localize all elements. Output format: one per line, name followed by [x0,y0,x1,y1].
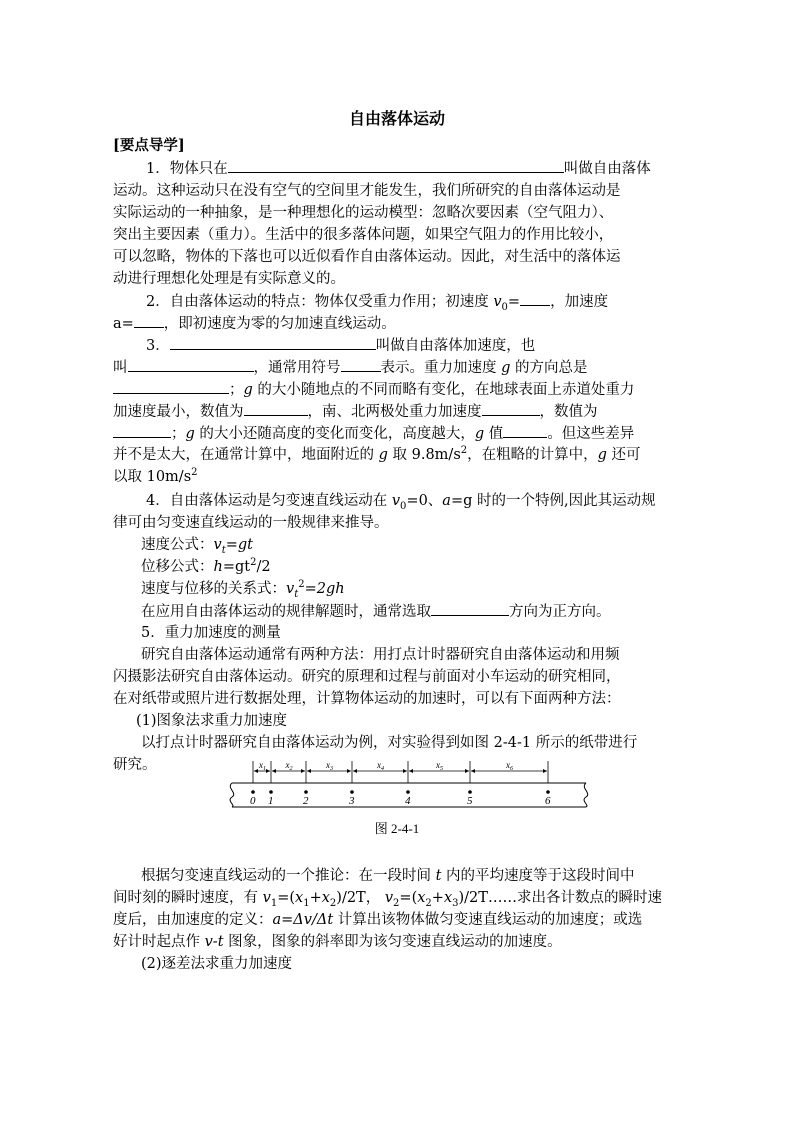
symbol-v: v [262,890,271,906]
p4-line1 [146,491,656,511]
subscript: t [294,588,299,600]
text: ，加速度 [550,294,609,310]
point-label: 1 [268,795,274,807]
text: 4．自由落体运动是匀变速直线运动在 [146,493,392,509]
count-point [251,790,255,794]
p3-line6 [113,445,641,465]
text: 叫做自由落体加速度，也 [375,338,536,354]
fill-blank [431,601,509,616]
symbol-x: x [443,890,453,906]
text: =g 时的一个特例,因此其运动规 [450,493,656,509]
fill-blank [244,401,308,416]
p3-line7 [113,467,198,487]
subscript: 1 [270,897,278,909]
symbol-t: t [435,868,442,884]
point-label: 3 [349,795,355,807]
text: =gt [222,559,251,575]
arrow-head [254,769,258,773]
text: 叫 [113,360,128,376]
fill-blank [134,313,164,328]
subscript: 0 [501,301,508,313]
p1-line1 [146,158,651,179]
text: 的方向总是 [510,360,588,376]
p3-line5 [113,423,634,444]
arrow-head [465,769,469,773]
text: 内的平均速度等于这段时间中 [441,868,635,884]
text: + [431,890,444,906]
text: 。但这些差异 [547,426,635,442]
formula: v-t [204,934,224,950]
page-title: 自由落体运动 [348,109,445,128]
segment-label: $x_3$ [326,760,333,772]
text: ，南、北两极处重力加速度 [307,404,482,420]
superscript: 2 [191,467,198,479]
fill-blank [113,423,171,438]
count-point [350,790,354,794]
p3-line2 [113,357,588,378]
method2-heading: (2)逐差法求重力加速度 [141,956,293,972]
segment-label: $x_2$ [285,760,293,772]
p5-heading: 5．重力加速度的测量 [141,625,281,641]
text: 值 [484,426,504,442]
text: )/2T， [336,890,385,906]
superscript: 2 [298,579,305,591]
fill-blank [128,357,254,372]
text: 在应用自由落体运动的规律解题时，通常选取 [141,604,431,620]
text: 根据匀变速直线运动的一个推论：在一段时间 [141,868,436,884]
symbol-h: h [213,559,223,575]
p3-line3 [113,379,634,400]
text: 叫做自由落体 [563,161,651,177]
text: ，在粗略的计算中， [467,447,598,463]
subscript: 2 [425,897,432,909]
text: =( [277,890,295,906]
section-heading: [要点导学] [113,137,185,154]
text: =gt [225,537,253,553]
text: 计算出该物体做匀变速直线运动的加速度；或选 [333,912,643,928]
symbol-v: v [286,581,295,597]
text: 的大小还随高度的变化而变化，高度越大， [194,426,475,442]
text: 间时刻的瞬时速度，有 [113,890,263,906]
text: 速度公式： [141,537,214,553]
text: )/2T……求出各计数点的瞬时速 [458,890,662,906]
superscript: 2 [250,557,257,569]
symbol-g: g [378,447,388,463]
point-label: 2 [303,795,309,807]
subscript: 0 [400,500,407,512]
fill-blank [228,158,564,173]
point-label: 0 [250,795,256,807]
text: =( [399,890,418,906]
text: 好计时起点作 [113,934,205,950]
text: ； [171,426,186,442]
text: + [309,890,322,906]
arrow-head [266,769,270,773]
p4-line2: 律可由匀变速直线运动的一般规律来推导。 [113,515,389,531]
p1-line2: 运动。这种运动只在没有空气的空间里才能发生，我们所研究的自由落体运动是 [113,183,621,199]
text: 1．物体只在 [146,161,228,177]
fill-blank [482,401,540,416]
p6-line4 [113,932,562,952]
text: ； [229,382,244,398]
text: ，即初速度为零的匀加速直线运动。 [163,316,396,332]
text: 加速度最小，数值为 [113,404,244,420]
subscript: 2 [329,897,337,909]
text: 3． [146,338,170,354]
text: 以取 10m/s [113,469,192,485]
count-point [406,790,410,794]
p2-line2 [113,313,396,334]
symbol-g: g [185,426,195,442]
relation-formula [141,579,345,599]
segment-label: $x_5$ [436,760,443,772]
symbol-a: a [442,493,451,509]
symbol-v: v [493,294,502,310]
count-point [546,790,550,794]
text: /2 [256,559,271,575]
superscript: 2 [460,445,468,457]
text: =0、 [406,493,443,509]
arrow-head [301,769,305,773]
displacement-formula [141,557,271,577]
figure-caption: 图 2-4-1 [374,821,420,836]
p1-line4: 突出主要因素（重力）。生活中的很多落体问题，如果空气阻力的作用比较小， [113,227,614,243]
subscript: 3 [452,897,459,909]
p1-line6: 动进行理想化处理是有实际意义的。 [113,271,345,287]
arrow-head [347,769,351,773]
method1-heading: (1)图象法求重力加速度 [136,713,288,729]
text: 速度与位移的关系式： [141,581,286,597]
symbol-g: g [501,360,511,376]
p5-line1: 研究自由落体运动通常有两种方法：用打点计时器研究自由落体运动和用频 [141,647,620,663]
text: a= [113,316,134,332]
arrow-head [403,769,407,773]
text: 并不是太大，在通常计算中，地面附近的 [113,447,379,463]
fill-blank [520,291,550,306]
velocity-formula [141,535,253,555]
p5-line3: 在对纸带或照片进行数据处理，计算物体运动的加速时，可以有下面两种方法： [113,691,621,707]
symbol-x: x [321,890,330,906]
arrow-head [272,769,276,773]
arrow-head [307,769,311,773]
point-label: 6 [545,795,551,807]
formula: a=Δv/Δt [272,912,334,928]
segment-label: $x_6$ [506,760,513,772]
arrow-head [471,769,475,773]
p3-line4 [113,401,598,422]
p6-line2 [113,888,662,908]
text: 表示。重力加速度 [380,360,502,376]
p1-line3: 实际运动的一种抽象，是一种理想化的运动模型：忽略次要因素（空气阻力）、 [113,205,614,221]
tape-right-tear [584,783,588,807]
segment-label: $x_4$ [377,760,384,772]
text: 度后，由加速度的定义： [113,912,273,928]
text: 的大小随地点的不同而略有变化，在地球表面上赤道处重力 [252,382,635,398]
subscript: t [221,544,226,556]
text: 图象，图象的斜率即为该匀变速直线运动的加速度。 [223,934,562,950]
fill-blank [341,357,381,372]
p2-line1 [146,291,608,312]
arrow-head [353,769,357,773]
symbol-x: x [295,890,304,906]
p3-line1 [146,335,535,356]
count-point [304,790,308,794]
text: gh [325,581,345,597]
symbol-g: g [474,426,485,442]
tape-left-tear [230,783,234,807]
symbol-g: g [597,447,607,463]
point-label: 5 [467,795,473,807]
method1-line1: 以打点计时器研究自由落体运动为例，对实验得到如图 2-4-1 所示的纸带进行 [141,735,638,751]
text: ，数值为 [539,404,598,420]
fill-blank [503,423,547,438]
symbol-g: g [243,382,253,398]
count-point [468,790,472,794]
text: = [507,294,521,310]
ticker-tape-figure [224,757,594,813]
arrow-head [543,769,547,773]
segment-label: $x_1$ [259,760,266,772]
count-point [269,790,273,794]
subscript: 1 [303,897,310,909]
fill-blank [170,335,376,350]
method1-line2: 研究。 [113,757,157,773]
arrow-head [409,769,413,773]
text: 还可 [606,447,641,463]
subscript: 2 [393,897,400,909]
text: ，通常用符号 [253,360,341,376]
p1-line5: 可以忽略，物体的下落也可以近似看作自由落体运动。因此，对生活中的落体运 [113,249,621,265]
text: 位移公式： [141,559,214,575]
symbol-v: v [384,890,394,906]
text: =2 [304,581,326,597]
symbol-v: v [213,537,222,553]
fill-blank [113,379,229,394]
text: 取 9.8m/s [387,447,461,463]
p5-line2: 闪摄影法研究自由落体运动。研究的原理和过程与前面对小车运动的研究相同， [113,669,621,685]
symbol-v: v [391,493,401,509]
point-label: 4 [405,795,411,807]
text: 方向为正方向。 [509,604,611,620]
symbol-x: x [417,890,426,906]
p6-line1 [141,866,635,886]
text: 2．自由落体运动的特点：物体仅受重力作用；初速度 [146,294,494,310]
p4-line6 [141,601,611,622]
p6-line3 [113,910,642,930]
